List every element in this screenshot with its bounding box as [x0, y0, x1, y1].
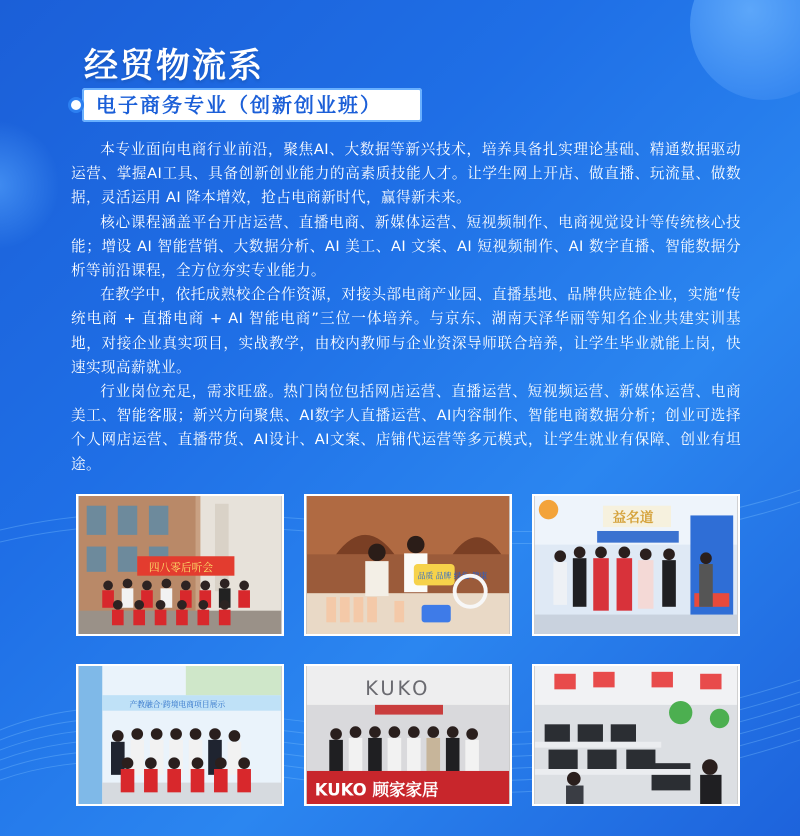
subtitle-bullet-icon: [68, 97, 84, 113]
paragraph-careers: 行业岗位充足，需求旺盛。热门岗位包括网店运营、直播运营、短视频运营、新媒体运营、电商美工、智能客服；新兴方向聚焦、AI数字人直播运营、AI内容制作、智能电商数据分析；创业可选择个人网店运营、直播带货、AI设计、AI文案、店铺代运营等多元模式，让学生就业有保障、创业有坦途。: [71, 383, 741, 473]
photo-exhibition-group: [76, 664, 284, 806]
description-text: [71, 138, 741, 477]
photo-computer-lab: [532, 664, 740, 806]
photo-campus-group: [76, 494, 284, 636]
livestream-sign-text: 品质 品牌 绿色 健康: [417, 571, 488, 581]
decor-circle-left: [0, 120, 60, 250]
exhibition-banner-text: 产教融合·跨境电商项目展示: [129, 699, 226, 709]
decor-circle-top-right: [690, 0, 800, 100]
livestream-studio-image: [306, 496, 510, 634]
exhibition-group-image: [78, 666, 282, 804]
subtitle-bar: [68, 88, 422, 122]
paragraph-teaching: 在教学中，依托成熟校企合作资源，对接头部电商产业园、直播基地、品牌供应链企业，实施“传统电商 + 直播电商 + AI 智能电商”三位一体培养。与京东、湖南天泽华丽等知名企业共建实训基地，对接企业真实项目，实战教学，由校内教师与企业资深导师联合培养，让学生毕业就能上岗，快速实现高薪就业。: [71, 286, 741, 376]
photo-competition-group: [532, 494, 740, 636]
paragraph-intro: 本专业面向电商行业前沿，聚焦AI、大数据等新兴技术，培养具备扎实理论基础、精通数据驱动运营、掌握AI工具、具备创新创业能力的高素质技能人才。让学生网上开店、做直播、玩流量、做数据，灵活运用 AI 降本增效，抢占电商新时代，赢得新未来。: [71, 141, 741, 207]
kuko-sign-text: KUKO: [365, 677, 431, 701]
competition-sign-text: 益名道: [612, 510, 654, 527]
photo-kuko-store: [304, 664, 512, 806]
major-subtitle: 电子商务专业（创新创业班）: [96, 93, 382, 117]
campus-banner-text: 四八零后听会: [148, 560, 214, 574]
paragraph-courses: 核心课程涵盖平台开店运营、直播电商、新媒体运营、短视频制作、电商视觉设计等传统核心技能；增设 AI 智能营销、大数据分析、AI 美工、AI 文案、AI 短视频制作、AI 数字直播、智能数据分析等前沿课程，全方位夯实专业能力。: [71, 213, 741, 280]
kuko-store-image: [306, 666, 510, 804]
computer-lab-image: [534, 666, 738, 804]
kuko-banner-text: KUKO 顾家家居: [314, 780, 439, 800]
photo-livestream-studio: [304, 494, 512, 636]
campus-group-image: [78, 496, 282, 634]
department-title: 经贸物流系: [84, 46, 264, 86]
competition-group-image: [534, 496, 738, 634]
